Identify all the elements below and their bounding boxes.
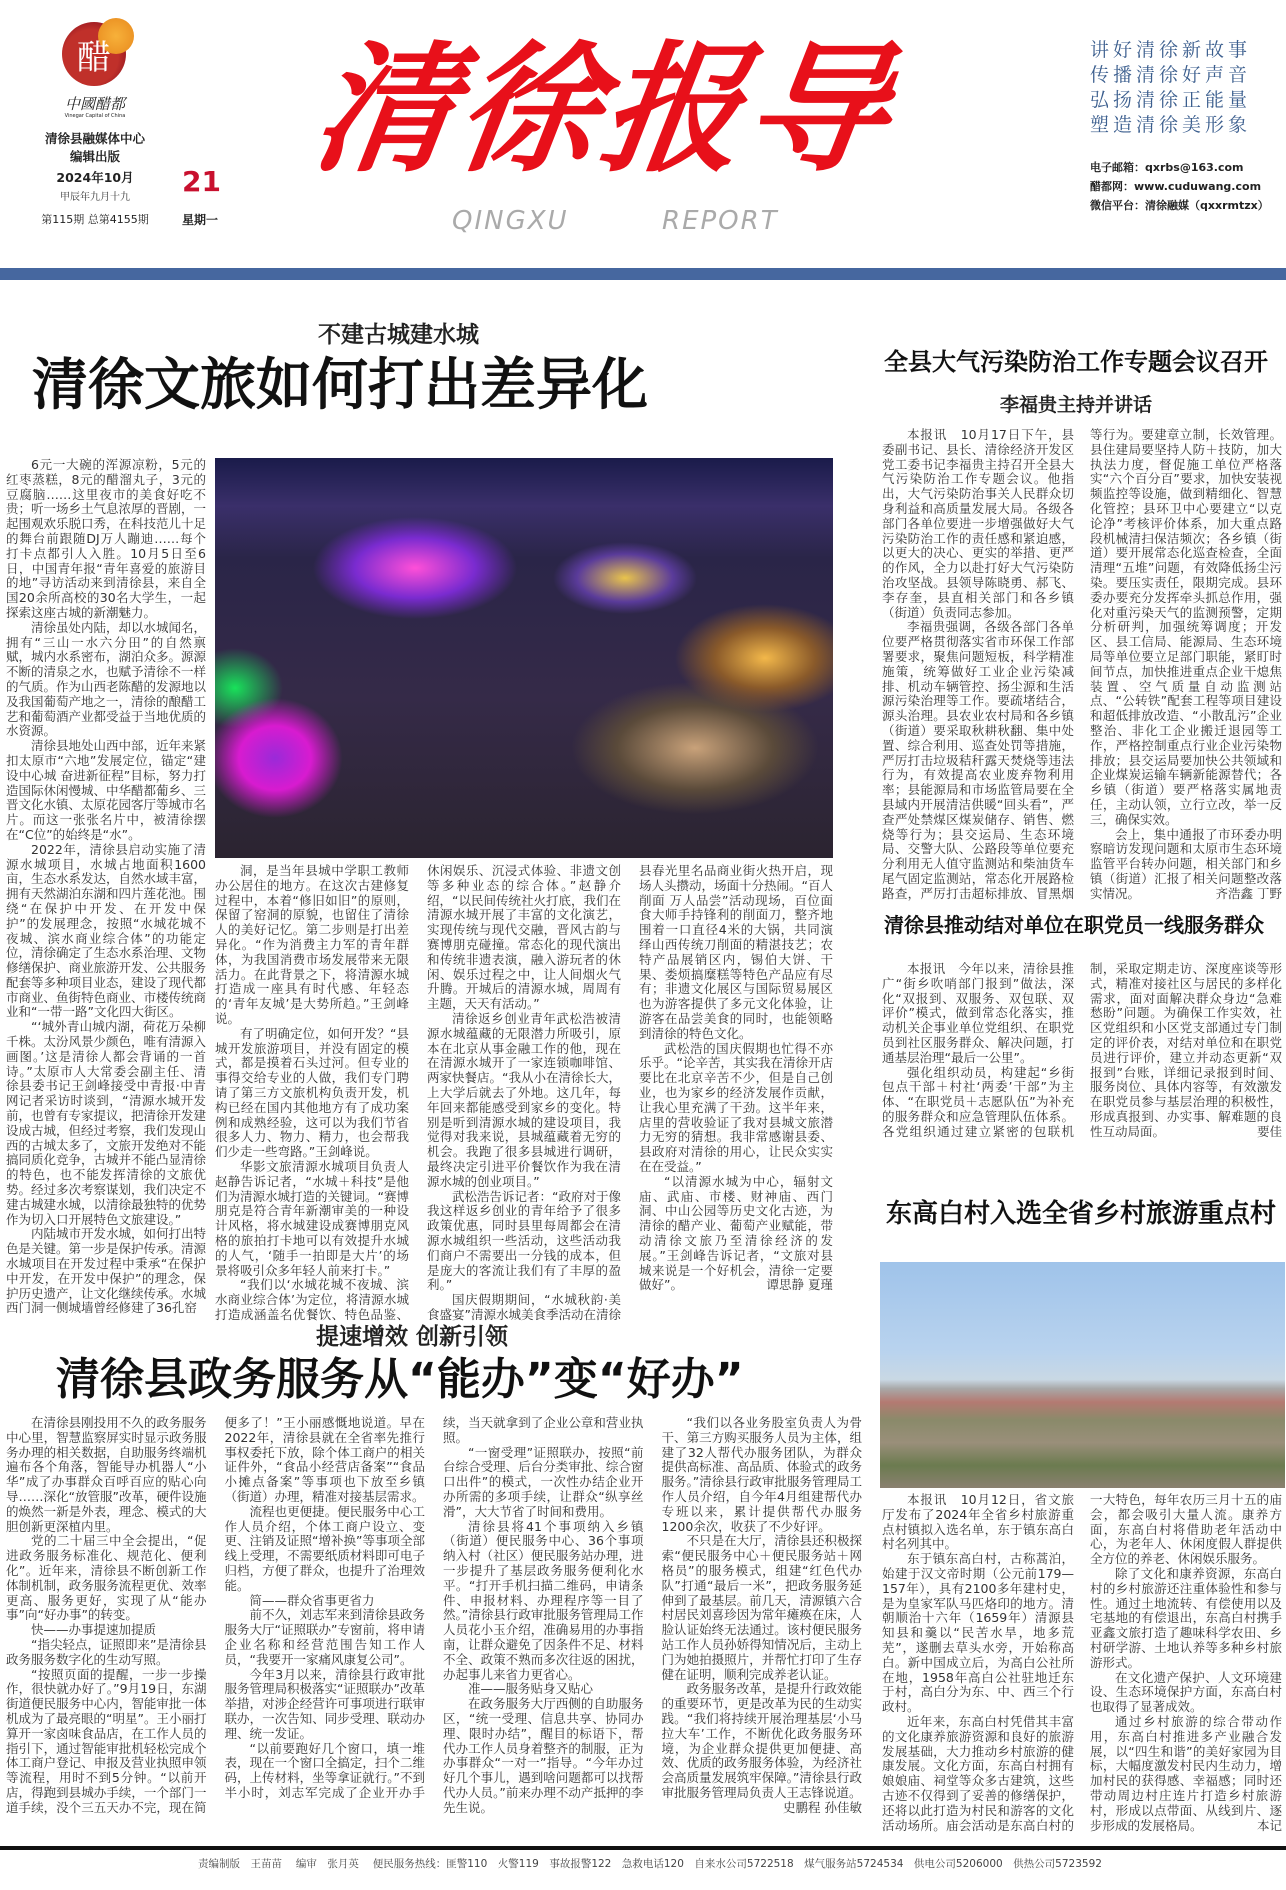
paragraph: “我们以各业务股室负责人为骨干、第三方购买服务人员为主体，组建了32人帮代办服务团队，为群众提供高标准、高品质、体验式的政务服务。”清徐县行政审批服务管理局工作人员介绍，自今年4月组建帮代办专班以来，累计提供帮代办服务1200余次，收获了不少好评。: [661, 1415, 862, 1534]
edition: 编辑出版: [69, 149, 120, 164]
paragraph: 本报讯 10月17日下午，县委副书记、县长、清徐经济开发区党工委书记李福贵主持召开全县大气污染防治工作专题会议。他指出，大气污染防治事关人民群众切身利益和高质量发展大局。各级各部门各单位要进一步增强做好大气污染防治工作的责任感和紧迫感，以更大的决心、更实的举措、更严的作风，全力以赴打好大气污染防治攻坚战。县领导陈晓勇、郝飞、李存奎，县直相关部门和各乡镇（街道）负责同志参加。: [882, 427, 1074, 620]
article1-left-column: [6, 458, 206, 1316]
paragraph: 简——群众省事更省力: [249, 1592, 375, 1608]
paragraph: 2022年，清徐县启动实施了清源水城项目，水城占地面积1600亩，生态水系发达，自然水域丰富，拥有天然湖泊东湖和四片莲花池。围绕“在保护中开发、在开发中保护”的发展理念，按照“水城花城不夜城、滨水商业综合体”的功能定位，清徐确定了生态水系治理、文物修缮保护、商业旅游开发、公共服务配套等多种项目业态，建设了现代都市商业、鱼街特色商业、市楼传统商业和“一带一路”文化四大街区。: [6, 841, 207, 1020]
publisher: 清徐县融媒体中心: [44, 131, 145, 146]
article5-body: [6, 1416, 862, 1816]
logo-character: 醋: [77, 38, 111, 78]
paragraph: 华影文旅清源水城项目负责人赵静告诉记者，“水城＋科技”是他们为清源水城打造的关键词。“赛博朋克是符合青年新潮审美的一种设计风格，将水城建设成赛博朋克风格的旅拍打卡地可以有效提升水城的人气，‘随手一拍即是大片’的场景将吸引众多年轻人前来打卡。”: [215, 1158, 409, 1278]
logo-text: 中國醋都: [64, 95, 125, 113]
title-english-2: REPORT: [662, 206, 779, 236]
slogan: 传播清徐好声音: [1090, 64, 1252, 86]
paragraph: 内陆城市开发水城，如何打出特色是关键。第一步是保护传承。清源水城项目在开发过程中秉承“在保护中开发，在开发中保护”的理念，保护历史遗产，让文化继续传承。水城西门洞一侧城墙曾经修建了36孔窑: [6, 1226, 207, 1316]
paragraph: 6元一大碗的浑源凉粉，5元的红枣蒸糕，8元的醋溜丸子，3元的豆腐脑……这里夜市的美食好吃不贵；听一场乡土气息浓厚的晋剧，一起围观欢乐脱口秀，在科技范儿十足的舞台前跟随DJ万人蹦迪……每个打卡点都引人入胜。10月5日至6日，中国青年报“青年喜爱的旅游目的地”寻访活动来到清徐县，来自全国20余所高校的30名大学生，一起探索这座古城的新潮魅力。: [6, 457, 207, 620]
paragraph: 清徐虽处内陆，却以水城闻名，拥有“三山一水六分田”的自然禀赋，城内水系密布，湖泊众多。源源不断的清泉之水，也赋予清徐不一样的气质。作为山西老陈醋的发源地以及我国葡萄产地之一，清徐的酿醋工艺和葡萄酒产业都受益于当地优质的水资源。: [6, 619, 207, 739]
paragraph: 洞，是当年县城中学职工教师办公居住的地方。在这次古建修复过程中，本着“修旧如旧”的原则，保留了窑洞的原貌，也留住了清徐人的美好记忆。第二步则是打出差异化。“作为消费主力军的青年群体，为我国消费市场发展带来无限活力。在此背景之下，将清源水城打造成一座具有时代感、年轻态的‘青年友城’是大势所趋。”王剑峰说。: [215, 863, 409, 1026]
paragraph: 不只是在大厅，清徐县还积极探索“便民服务中心＋便民服务站＋网格员”的服务模式，组建“红色代办队”打通“最后一米”，把政务服务延伸到了最基层。前几天，清源镇六合村居民刘喜珍因为常年瘫痪在床，人脸认证始终无法通过。该村便民服务站工作人员孙娇得知情况后，主动上门为她拍摄照片，并帮忙打印了生存健在证明，顺利完成养老认证。: [661, 1533, 862, 1682]
paragraph: 清徐返乡创业青年武松浩被清源水城蕴藏的无限潜力所吸引，原本在北京从事金融工作的他，现在在清源水城开了一家连锁咖啡馆、两家快餐店。“我从小在清徐长大，上大学后就去了外地。这几年，每年回来都能感受到家乡的变化。特别是听到清源水城的建设项目，我觉得对我来说，县城蕴藏着无穷的机会。我跑了很多县城进行调研，最终决定引进平价餐饮作为我在清源水城的创业项目。”: [427, 1010, 621, 1189]
footer-editor: 责编制版 王苗苗: [198, 1858, 283, 1870]
article1-subtitle: 不建古城建水城: [318, 321, 479, 348]
paragraph: “我们以‘水城花城不夜城、滨水商业综合体’为定位，将清源水城打造成涵盖名优餐饮、特色品鉴、休闲娱乐、沉浸式体验、非遗文创等多种业态的综合体。”赵静介绍，“以民间传统社火打底，我们在清源水城开展了丰富的文化演艺，实现传统与现代交融，晋风古韵与赛博朋克碰撞。常态化的现代演出和传统非遗表演，融入游玩者的休闲、娱乐过程之中，让人间烟火气升腾。开城后的清源水城，周周有主题，天天有活动。”: [215, 863, 621, 1322]
paragraph: 强化组织动员，构建起“乡街包点干部＋村社‘两委’干部”为主体、“在职党员＋志愿队伍”为补充的服务群众和应急管理队伍体系。各党组织通过建立紧密的包联机制，采取定期走访、深度座谈等形式，精准对接社区与居民的多样化需求，面对面解决群众身边“急难愁盼”问题。为确保工作实效，社区党组织和小区党支部通过专门制定的评价表，对结对单位和在职党员进行评价，建立并动态更新“双报到”台账，详细记录报到时间、服务岗位、具体内容等，有效激发在职党员参与基层治理的积极性，形成真报到、办实事、解难题的良性互动局面。 要佳: [882, 961, 1282, 1139]
paragraph: 快——办事提速加提质: [31, 1622, 157, 1638]
article5-title: 清徐县政务服务从“能办”变“好办”: [56, 1354, 744, 1405]
article4-body: [882, 1493, 1282, 1833]
article3-title: 清徐县推动结对单位在职党员一线服务群众: [884, 913, 1264, 937]
slogan: 弘扬清徐正能量: [1090, 89, 1252, 111]
slogan: 塑造清徐美形象: [1090, 114, 1252, 136]
article-author: 要佳: [1256, 1123, 1282, 1139]
paragraph: 李福贵强调，各级各部门各单位要严格贯彻落实省市环保工作部署要求，聚焦问题短板，科学精准施策，统筹做好工业企业污染减排、机动车辆管控、扬尘源和生活源污染治理等工作。要疏堵结合，源头治理。县农业农村局和各乡镇（街道）要采取秋耕秋翻、集中处置、综合利用、巡查处罚等措施，严厉打击垃圾秸秆露天焚烧等违法行为，有效提高农业废弃物利用率；县能源局和市场监管局要在全县域内开展清洁供暖“回头看”，严查严处禁煤区煤炭储存、销售、燃烧等行为；县交运局、生态环境局、交警大队、公路段等单位要充分利用无人值守监测站和柴油货车尾气固定监测站，常态化开展路检路查，严厉打击超标排放、冒黑烟等行为。要建章立制，长效管理。县住建局要坚持人防＋技防，加大执法力度，督促施工单位严格落实“六个百分百”要求，加快安装视频监控等设施，做到精细化、智慧化管控；县环卫中心要建立“以克论净”考核评价体系，加大重点路段机械清扫保洁频次；各乡镇（街道）要开展常态化巡查检查，全面清理“五堆”问题，有效降低扬尘污染。要压实责任，限期完成。县环委办要充分发挥牵头抓总作用，强化对重污染天气的监测预警，定期分析研判，加强统筹调度；开发区、县工信局、能源局、生态环境局等单位要立足部门职能，紧盯时间节点，加快推进重点企业干熄焦装置、空气质量自动监测站点、“公转铁”配套工程等项目建设和超低排放改造、“小散乱污”企业整治、非化工企业搬迁退园等工作，严格控制重点行业企业污染物排放；县交运局要加快公共领域和企业煤炭运输车辆新能源替代；各乡镇（街道）要严格落实属地责任，主动认领，立行立改，举一反三，确保实效。: [882, 427, 1282, 901]
paragraph: 在文化遗产保护、人文环境建设、生态环境保护方面，东高白村也取得了显著成效。: [1090, 1669, 1282, 1715]
publish-date: 2024年10月: [56, 170, 134, 185]
footer-reviewer: 编审 张月英: [295, 1858, 359, 1870]
paragraph: “以清源水城为中心，辐射文庙、武庙、市楼、财神庙、西门洞、中山公园等历史文化古迹，为清徐的醋产业、葡萄产业赋能，带动清徐文旅乃至清徐经济的发展。”王剑峰告诉记者，“文旅对县城来说是一个好机会，清徐一定要做好”。 谭思静 夏瑾: [639, 1173, 833, 1293]
article1-columns: [215, 864, 833, 1323]
footer-divider: [0, 1846, 1286, 1850]
issue-number: 第115期 总第4155期: [41, 213, 149, 226]
paragraph: 政务服务改革，是提升行政效能的重要环节，更是改革为民的生动实践。“我们将持续开展治理基层‘小马拉大车’工作，不断优化政务服务环境，为企业群众提供更加便捷、高效、优质的政务服务体验，为经济社会高质量发展筑牢保障。”清徐县行政审批服务管理局负责人王志锋说道。 史鹏程 孙佳敏: [661, 1681, 862, 1815]
article2-subtitle: 李福贵主持并讲话: [1000, 394, 1153, 416]
paragraph: 本报讯 10月12日，省文旅厅发布了2024年全省乡村旅游重点村镇拟入选名单，东于镇东高白村名列其中。: [882, 1492, 1074, 1552]
paragraph: 清徐县地处山西中部，近年来紧扣太原市“六地”发展定位，锚定“建设中心城 奋进新征程”目标，努力打造国际休闲慢城、中华醋都葡乡、三晋文化水镇、太原花园客厅等城市名片。而这一张张名片中，被清徐摆在“C位”的始终是“水”。: [6, 738, 207, 842]
paragraph: 东于镇东高白村，古称蒿泊，始建于汉文帝时期（公元前179—157年），具有2100多年建村史，是为皇家军队马匹烙印的地方。清朝顺治十六年（1659年）清源县知县和羹以“民苦水旱，地多荒芜”，遂删去草头水旁，开始称高白。新中国成立后，为高白公社所在地，1958年高白公社驻地迁东于村，高白分为东、中、西三个行政村。: [882, 1551, 1074, 1715]
title-english-1: QINGXU: [452, 206, 569, 236]
paragraph: 前不久，刘志军来到清徐县政务服务大厅“证照联办”专窗前，将申请企业名称和经营范围告知工作人员，“我要开一家痛风康复公司”。: [224, 1607, 425, 1667]
paragraph: 有了明确定位，如何开发？“县城开发旅游项目，并没有固定的模式，都是摸着石头过河。但专业的事得交给专业的人做，我们专门聘请了第三方文旅机构负责开发，机构已经在国内其他地方有了成功案例和成熟经验，这可以为我们节省很多人力、物力、精力，也会帮我们少走一些弯路。”王剑峰说。: [215, 1025, 409, 1160]
header-divider-bar: [0, 268, 1286, 280]
footer-hotlines: 便民服务热线：匪警110 火警119 事故报警122 急救电话120 自来水公司5722518 煤气服务站5724534 供电公司5206000 供热公司5723592: [372, 1858, 1102, 1870]
day-number: 21: [182, 165, 221, 198]
article-author: 本记: [1256, 1817, 1282, 1833]
lunar-date: 甲辰年九月十九: [60, 192, 130, 203]
paragraph: “指尖轻点，证照即来”是清徐县政务服务数字化的生动写照。: [6, 1636, 207, 1667]
article5-subtitle: 提速增效 创新引领: [316, 1323, 509, 1350]
paragraph: 通过乡村旅游的综合带动作用，东高白村推进多产业融合发展，以“四生和谐”的美好家园为目标，大幅度激发村民内生动力，增加村民的获得感、幸福感；同时还带动周边村庄连片打造乡村旅游村，形成以点带面、从线到片、逐步形成的发展格局。 本记: [1090, 1713, 1282, 1833]
paragraph: 清徐县将41个事项纳入乡镇（街道）便民服务中心、36个事项纳入村（社区）便民服务站办理，进一步提升了基层政务服务便利化水平。“打开手机扫描二维码，申请条件、申报材料、办理程序等一目了然。”清徐县行政审批服务管理局工作人员花小玉介绍，准确易用的办事指南，让群众避免了因条件不足、材料不全、政策不熟而多次往返的困扰，办起事儿来省力更省心。: [443, 1518, 644, 1682]
article-author: 史鹏程 孙佳敏: [783, 1799, 862, 1815]
article2-title: 全县大气污染防治工作专题会议召开: [884, 348, 1268, 376]
paragraph: 在清徐县刚投用不久的政务服务中心里，智慧监察屏实时显示政务服务办理的相关数据，自助服务终端机遍布各个角落，智能导办机器人“小华”成了办事群众百呼百应的贴心向导……深化“放管服”改革，硬件设施的焕然一新是外表，理念、模式的大胆创新更深植内里。: [6, 1415, 207, 1534]
slogans: [1090, 38, 1280, 138]
paragraph: “‘城外青山城内湖，荷花万朵柳千株。太汾风景少颜色，唯有清源入画图。’这是清徐人都会背诵的一首诗。”太原市人大常委会副主任、清徐县委书记王剑峰接受中青报·中青网记者采访时谈到，“清源水城开发前，也曾有专家提议，把清徐开发建设成古城，但经过考察，我们发现山西的古城太多了，文旅开发绝对不能搞同质化竞争，古城并不能凸显清徐的特色，也不能发挥清徐的文旅优势。经过多次考察谋划，我们决定不建古城建水城，以清徐最独特的优势作为切入口开展特色文旅建设。”: [6, 1019, 207, 1227]
night-water-city-photo: [215, 458, 833, 858]
paragraph: 今年3月以来，清徐县行政审批服务管理局积极落实“证照联办”改革举措，对涉企经营许可事项进行联审联办，一次告知、同步受理、联动办理、统一发证。: [224, 1666, 425, 1741]
paragraph: 本报讯 今年以来，清徐县推广“街乡吹哨部门报到”做法，深化“双报到、双服务、双包联、双评价”模式，做到常态化落实，推动机关企事业单位党组织、在职党员到社区服务群众、解决问题，打通基层治理“最后一公里”。: [882, 961, 1074, 1065]
logo-english-text: Vinegar Capital of China: [64, 113, 126, 119]
paragraph: “以前要跑好几个窗口，填一堆表，现在一个窗口全搞定，扫个二维码，上传材料，坐等拿证就行。”不到半小时，刘志军完成了企业开办手续，当天就拿到了企业公章和营业执照。: [224, 1415, 644, 1800]
article1-title: 清徐文旅如何打出差异化: [32, 353, 648, 418]
wechat: 微信平台：清徐融媒（qxxrmtzx）: [1090, 199, 1269, 212]
paragraph: 准——服务贴身又贴心: [468, 1681, 594, 1697]
slogan: 讲好清徐新故事: [1090, 39, 1252, 61]
paragraph: 近年来，东高白村凭借其丰富的文化康养旅游资源和良好的旅游发展基础，大力推动乡村旅游的健康发展。文化方面，东高白村拥有娘娘庙、祠堂等众多古建筑，这些古迹不仅得到了妥善的修缮保护，还将以此打造为村民和游客的文化活动场所。庙会活动是东高白村的一大特色，每年农历三月十五的庙会，都会吸引大量人流。康养方面，东高白村将借助老年活动中心，为老年人、休闲度假人群提供全方位的养老、休闲娱乐服务。: [882, 1492, 1282, 1833]
dongaobai-village-aerial-photo: [880, 1262, 1285, 1488]
paragraph: 党的二十届三中全会提出，“促进政务服务标准化、规范化、便利化”。近年来，清徐县不断创新工作体制机制，政务服务流程更优、效率更高、服务更好，实现了从“能办事”向“好办事”的转变。: [6, 1533, 207, 1623]
paragraph: 武松浩的国庆假期也忙得不亦乐乎。“论辛苦，其实我在清徐开店要比在北京辛苦不少，但是自己创业，也为家乡的经济发展作贡献，让我心里充满了干劲。这半年来，店里的营收验证了我对县城文旅潜力无穷的猜想。我非常感谢县委、县政府对清徐的用心，让民众实实在在受益。”: [639, 1040, 833, 1174]
paragraph: “一窗受理”证照联办，按照“前台综合受理、后台分类审批、综合窗口出件”的模式，一次性办结企业开办所需的多项手续，让群众“纵享丝滑”，大大节省了时间和费用。: [443, 1444, 644, 1519]
paragraph: 会上，集中通报了市环委办明察暗访发现问题和太原市生态环境监管平台转办问题，相关部门和乡镇（街道）汇报了相关问题整改落实情况。 齐浩鑫 丁野: [1090, 826, 1282, 901]
article2-body: [882, 428, 1282, 902]
email: 电子邮箱：qxrbs@163.com: [1090, 161, 1244, 174]
paragraph: 除了文化和康养资源，东高白村的乡村旅游还注重体验性和参与性。通过土地流转、有偿使用以及宅基地的有偿退出，东高白村携手亚鑫文旅打造了趣味科学农田、乡村研学游、土地认养等多种乡村旅游形式。: [1090, 1565, 1282, 1670]
paragraph: 流程也更便捷。便民服务中心工作人员介绍，个体工商户设立、变更、注销及证照“增补换”等事项全部线上受理，不需要纸质材料即可电子归档，方便了群众，也提升了治理效能。: [224, 1503, 425, 1593]
article4-title: 东高白村入选全省乡村旅游重点村: [886, 1199, 1277, 1229]
paragraph: 武松浩告诉记者：“政府对于像我这样返乡创业的青年给予了很多政策优惠，同时县里每周都会在清源水城组织一些活动，这些活动我们商户不需要出一分钱的成本，但是庞大的客流让我们有了丰厚的盈利。”: [427, 1188, 621, 1293]
footer: [60, 1858, 1240, 1871]
paragraph: “按照页面的提醒，一步一步操作，很快就办好了。”9月19日，东湖街道便民服务中心内，智能审批一体机成为了最亮眼的“明星”。王小丽打算开一家卤味食品店，在工作人员的指引下，通过智能审批机轻松完成个体工商户登记、申报及营业执照申领等流程，用时不到5分钟。“以前开店，得跑到县城办手续，一个部门一道手续，没个三五天办不完，现在简便多了！”王小丽感慨地说道。早在2022年，清徐县就在全省率先推行事权委托下放，除个体工商户的相关证件外，“食品小经营店备案”“食品小摊点备案”等事项也下放至乡镇（街道）办理，精准对接基层需求。: [6, 1415, 425, 1815]
article-author: 齐浩鑫 丁野: [1215, 885, 1282, 901]
article-author: 谭思静 夏瑾: [766, 1277, 833, 1293]
paragraph: 国庆假期期间，“水城秋韵·美食盛宴”清源水城美食季活动在清徐县春光里名品商业街火热开启，现场人头攒动，场面十分热闹。“百人削面 万人品尝”活动现场，百位面食大师手持锋利的削面刀，整齐地围着一口直径4米的大锅，共同演绎山西传统刀削面的精湛技艺；农特产品展销区内，锡伯大饼、干果、娄烦搞糜糕等特色产品应有尽有；非遗文化展区与国际贸易展区也为游客提供了多元文化体验，让游客在品尝美食的同时，也能领略到清徐的特色文化。: [427, 863, 833, 1322]
article3-body: [882, 962, 1282, 1140]
weekday: 星期一: [182, 213, 219, 227]
newspaper-title: 清徐报导: [303, 28, 903, 192]
contact-info: [1090, 158, 1280, 215]
paragraph: 在政务服务大厅西侧的自助服务区，“统一受理、信息共享、协同办理、限时办结”，醒目的标语下，帮代办工作人员身着整齐的制服，正为办事群众“一对一”指导。“今年办过好几个事儿，遇到啥问题都可以找帮代办人员。”前来办理不动产抵押的李先生说。: [443, 1696, 644, 1815]
website: 醋都网：www.cuduwang.com: [1090, 180, 1262, 193]
